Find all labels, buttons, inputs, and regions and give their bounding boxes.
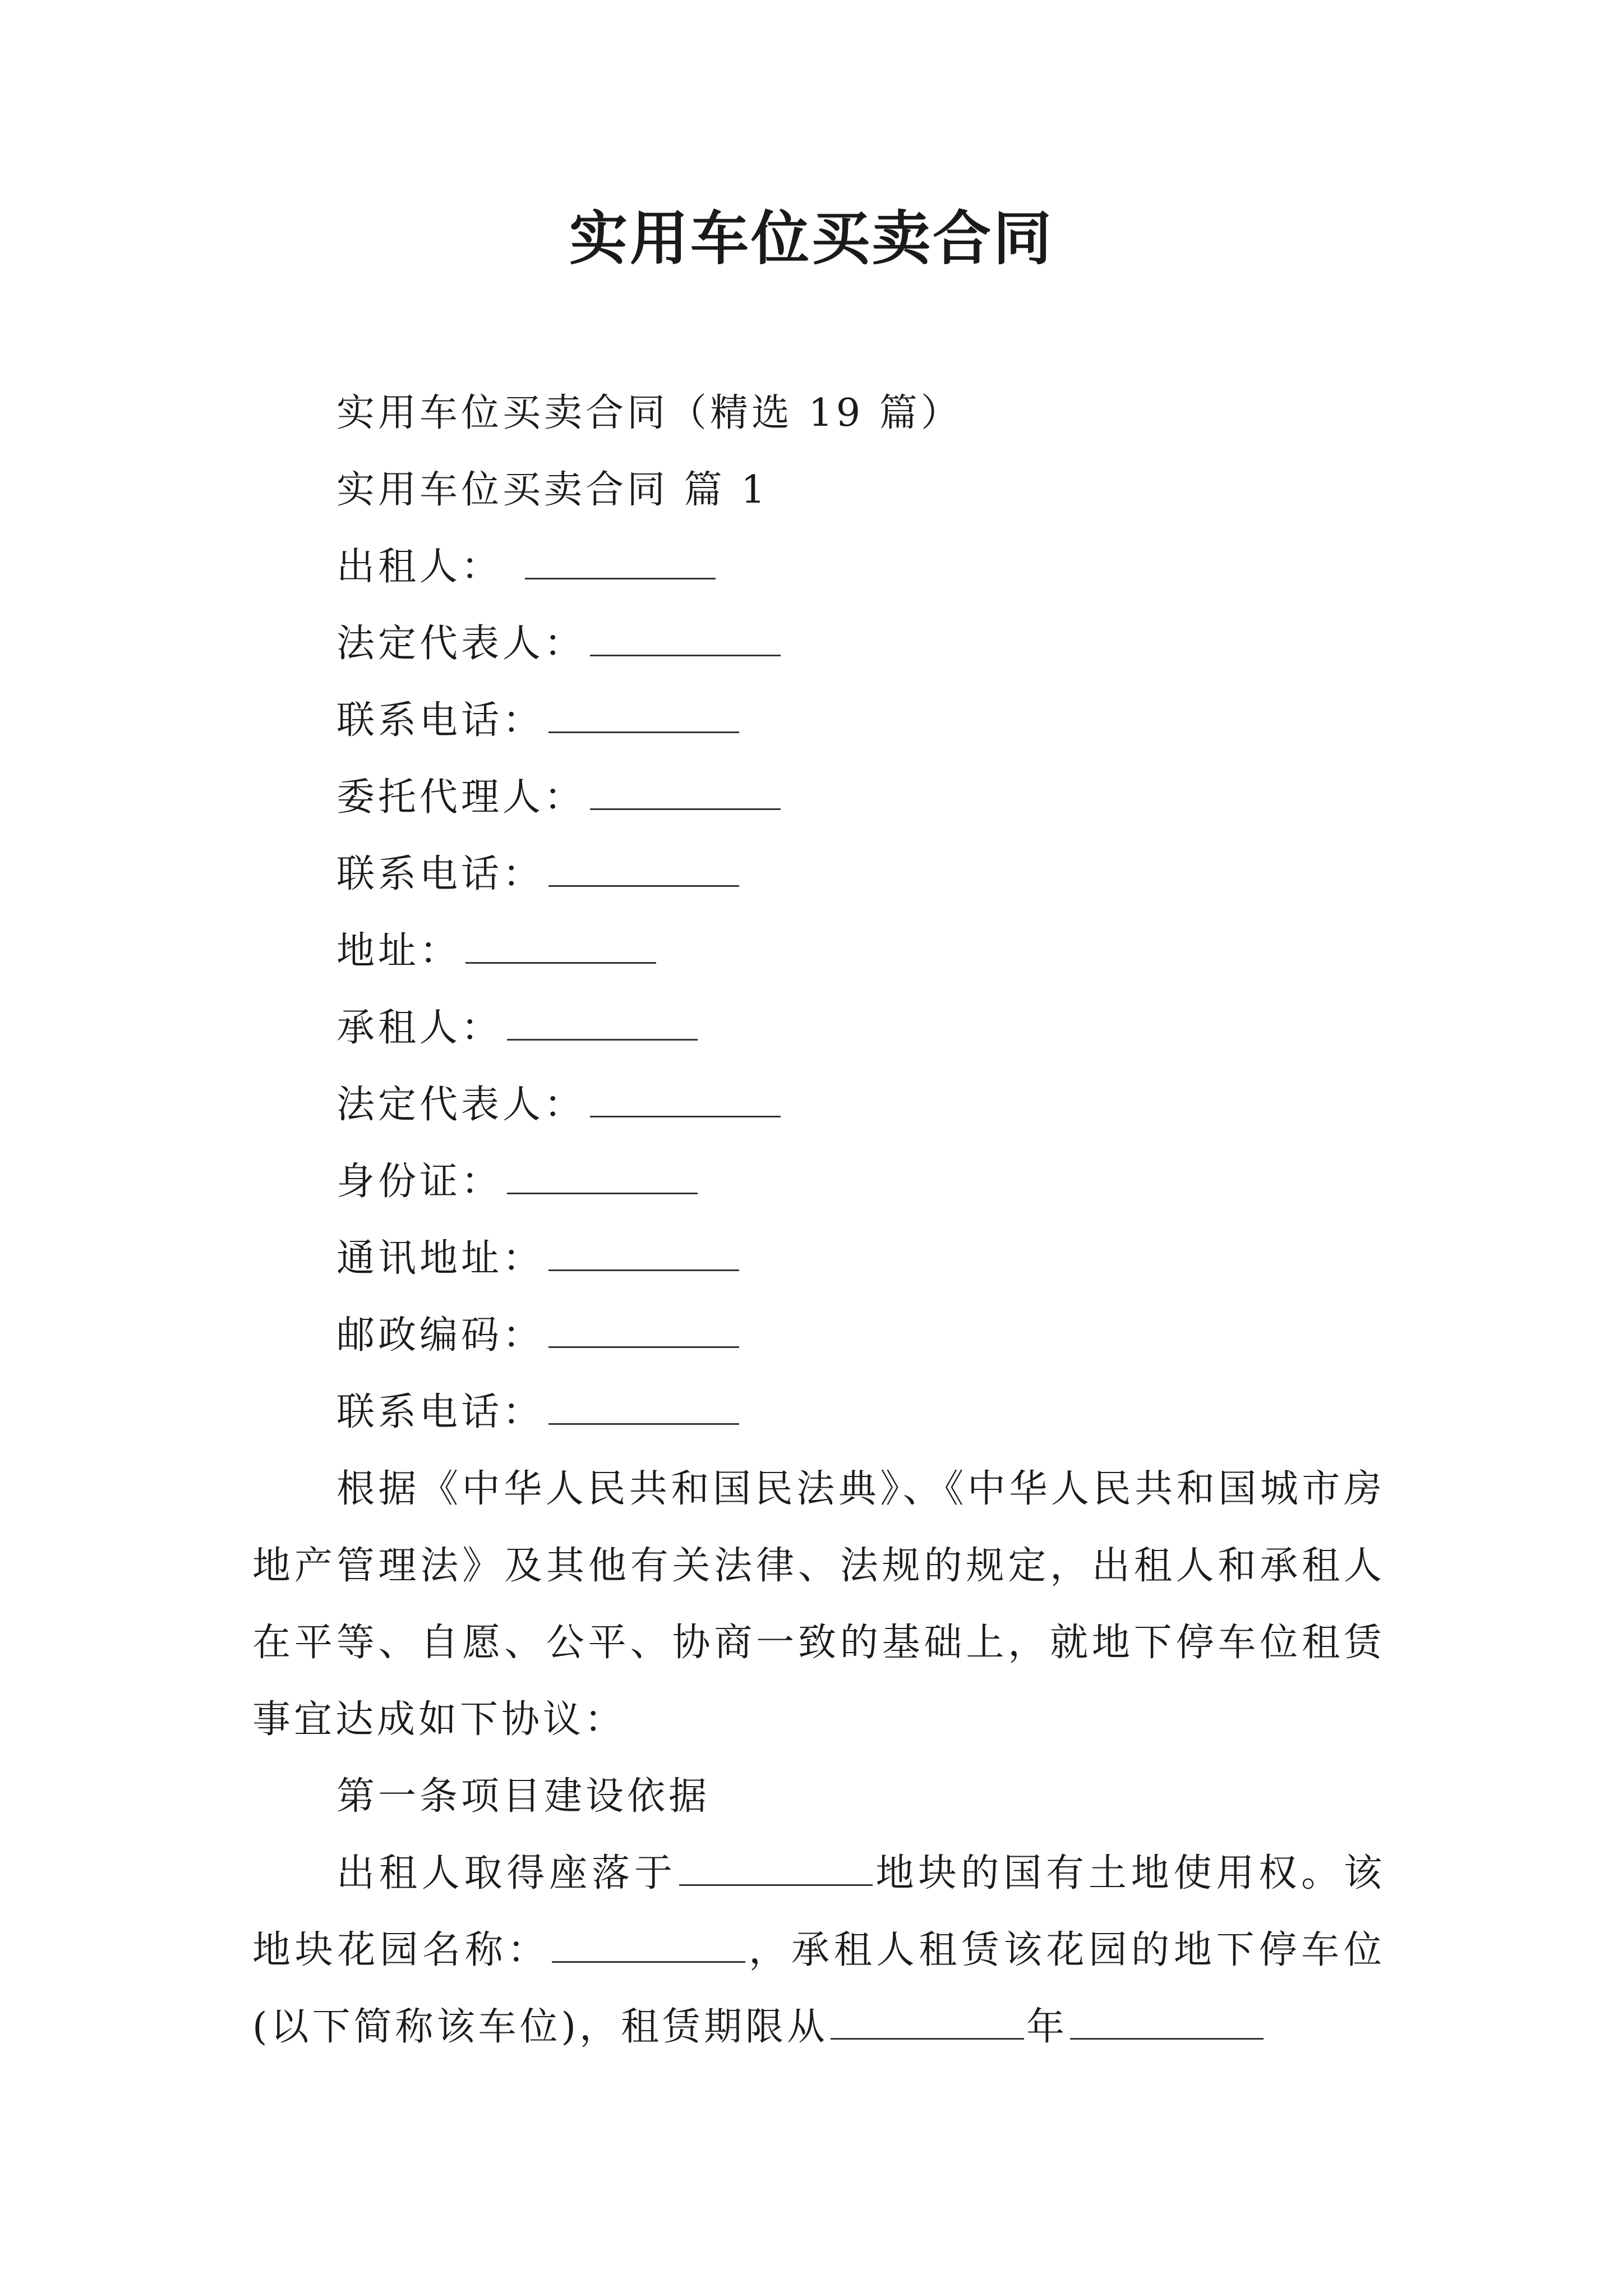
article-1-heading: 第一条项目建设依据	[336, 1774, 711, 1819]
field-label: 委托代理人：	[336, 775, 586, 820]
field-label: 出租人：	[336, 545, 503, 589]
fill-in-blank[interactable]	[548, 1315, 739, 1348]
fill-in-blank[interactable]	[507, 1007, 698, 1041]
intro-paragraph: 根据《中华人民共和国民法典》、《中华人民共和国城市房地产管理法》及其他有关法律、法规的规定，出租人和承租人在平等、自愿、公平、协商一致的基础上，就地下停车位租赁事宜达成如下协议：	[252, 1467, 1385, 1742]
fill-in-blank[interactable]	[590, 777, 781, 810]
field-id-card	[252, 1143, 1385, 1220]
fill-in-blank[interactable]	[548, 854, 739, 887]
field-label: 邮政编码：	[336, 1313, 545, 1358]
fill-in-blank[interactable]	[831, 2007, 1024, 2040]
field-label: 联系电话：	[336, 1390, 545, 1434]
article-1-paragraph	[252, 1835, 1385, 2065]
field-legal-representative	[252, 1066, 1385, 1143]
fill-in-blank[interactable]	[552, 1930, 745, 1963]
field-label: 身份证：	[336, 1159, 503, 1204]
field-label: 承租人：	[336, 1006, 503, 1050]
field-address	[252, 913, 1385, 990]
field-phone	[252, 1374, 1385, 1451]
field-legal-representative	[252, 605, 1385, 682]
article-1-text: ，承租人租赁该花园的地下停车位(以下简称该车位)，租赁期限从	[252, 1928, 1385, 2049]
field-agent	[252, 759, 1385, 836]
field-label: 联系电话：	[336, 698, 545, 743]
field-phone	[252, 682, 1385, 759]
field-label: 通讯地址：	[336, 1236, 545, 1281]
article-1-text: 年	[1026, 2005, 1068, 2049]
field-lessee	[252, 990, 1385, 1066]
fill-in-blank[interactable]	[548, 700, 739, 733]
fill-in-blank[interactable]	[465, 931, 656, 964]
article-1-text: 出租人取得座落于	[336, 1851, 677, 1895]
field-lessor	[252, 528, 1385, 605]
fill-in-blank[interactable]	[1070, 2007, 1264, 2040]
field-label: 地址：	[336, 929, 462, 973]
fill-in-blank[interactable]	[679, 1853, 873, 1886]
field-postal-code	[252, 1297, 1385, 1374]
fill-in-blank[interactable]	[548, 1392, 739, 1425]
document-body	[252, 375, 1385, 2065]
fill-in-blank[interactable]	[507, 1161, 698, 1194]
field-label: 联系电话：	[336, 852, 545, 896]
fill-in-blank[interactable]	[548, 1238, 739, 1271]
article-1-text: 地块的国有土地使用权。该地块花园名称：	[252, 1851, 1385, 1972]
document-title: 实用车位买卖合同	[569, 204, 1054, 273]
field-label: 法定代表人：	[336, 1083, 586, 1127]
field-phone	[252, 836, 1385, 913]
section-heading: 实用车位买卖合同 篇 1	[336, 468, 769, 512]
field-mailing-address	[252, 1220, 1385, 1297]
fill-in-blank[interactable]	[525, 546, 716, 579]
document-subtitle: 实用车位买卖合同（精选 19 篇）	[336, 391, 962, 435]
fill-in-blank[interactable]	[590, 1084, 781, 1117]
field-label: 法定代表人：	[336, 622, 586, 666]
fill-in-blank[interactable]	[590, 623, 781, 656]
